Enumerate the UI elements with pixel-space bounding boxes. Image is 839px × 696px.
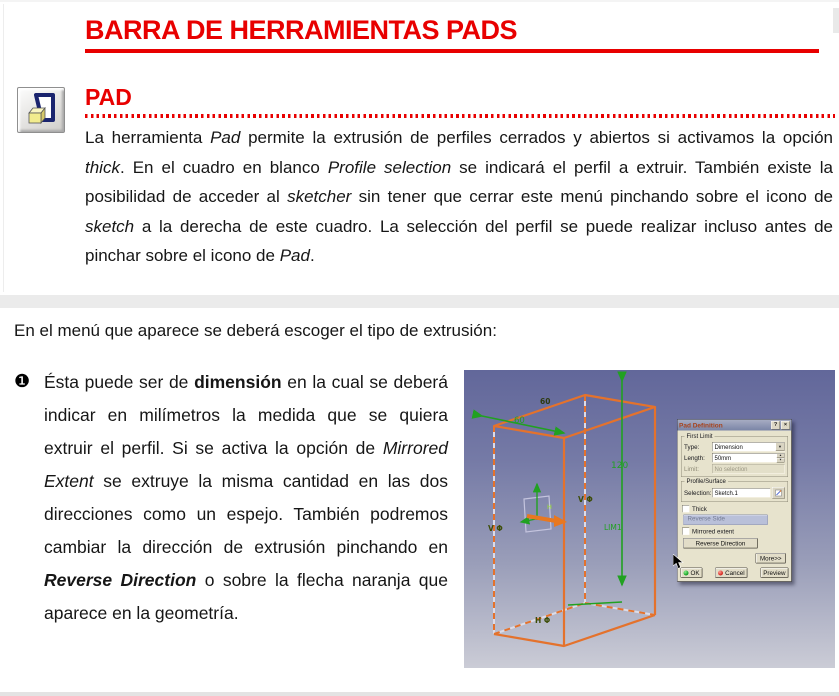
mouse-cursor-icon bbox=[673, 554, 686, 570]
length-label: Length: bbox=[684, 454, 705, 462]
preview-button[interactable]: Preview bbox=[760, 568, 788, 579]
sketch-icon bbox=[775, 489, 783, 497]
type-select[interactable]: Dimension ▼ bbox=[712, 442, 785, 452]
chevron-down-icon[interactable]: ▼ bbox=[776, 443, 785, 452]
pad-icon-glyph bbox=[21, 91, 61, 129]
page-top-edge bbox=[0, 0, 839, 2]
page-title: BARRA DE HERRAMIENTAS PADS bbox=[85, 15, 518, 45]
help-icon[interactable]: ? bbox=[771, 421, 780, 430]
page-left-edge bbox=[3, 4, 4, 292]
pad-description-paragraph: La herramienta Pad permite la extrusión de perfiles cerrados y abiertos si activamos la opción thick. En el cuadro en blanco Profile selection se indicará el perfil a extruir. También existe la posibilidad de acceder al sketcher sin tener que cerrar este menú pinchando sobre el icono de sketch a la derecha de este cuadro. La selección del perfil se puede realizar incluso antes de pinchar sobre el icono de Pad. bbox=[85, 128, 833, 265]
plane-symbol-v-left: V Φ bbox=[488, 524, 503, 533]
reverse-side-button: Reverse Side bbox=[683, 515, 768, 526]
mirrored-extent-label: Mirrored extent bbox=[692, 527, 735, 535]
selection-label: Selection: bbox=[684, 489, 712, 497]
limit-label: Limit: bbox=[684, 465, 699, 473]
plane-symbol-h-bottom: H Φ bbox=[535, 616, 551, 625]
limit-field: No selection bbox=[712, 464, 785, 474]
ok-green-icon bbox=[684, 570, 689, 575]
sketch-h-axis-icon bbox=[521, 519, 536, 522]
pad-tool-icon[interactable] bbox=[17, 87, 65, 133]
extrusion-intro-text: En el menú que aparece se deberá escoger el tipo de extrusión: bbox=[14, 321, 497, 340]
plane-symbol-v-mid: V Φ bbox=[578, 495, 593, 504]
page-bottom-rule bbox=[0, 692, 839, 696]
profile-surface-legend: Profile/Surface bbox=[686, 477, 726, 485]
more-button[interactable]: More>> bbox=[755, 553, 786, 564]
title-underline bbox=[85, 49, 819, 53]
dimension-extrusion-paragraph: Ésta puede ser de dimensión en la cual se deberá indicar en milímetros la medida que se quiera extruir el perfil. Si se activa la opción de Mirrored Extent se extruye la misma cantidad en las dos direcciones como un espejo. También podremos cambiar la dirección de extrusión pinchando en Reverse Direction o sobre la flecha naranja que aparece en la geometría. bbox=[44, 372, 449, 623]
mirrored-extent-checkbox-row[interactable] bbox=[682, 528, 787, 536]
thick-checkbox[interactable] bbox=[682, 505, 690, 513]
dialog-title: Pad Definition bbox=[679, 421, 723, 429]
dotted-underline bbox=[85, 114, 835, 118]
close-icon[interactable]: × bbox=[781, 421, 790, 430]
first-limit-group bbox=[681, 432, 788, 477]
cancel-button[interactable]: Cancel bbox=[715, 568, 747, 579]
reverse-direction-button[interactable]: Reverse Direction bbox=[683, 538, 758, 549]
section-divider bbox=[0, 295, 839, 308]
type-label: Type: bbox=[684, 443, 700, 451]
catia-screenshot bbox=[464, 370, 835, 668]
bullet-number-one: ❶ bbox=[14, 371, 31, 391]
length-input[interactable]: 50mm ▲ ▼ bbox=[712, 453, 785, 463]
height-dimension-value: 120 bbox=[611, 461, 629, 471]
width-dimension-text: 60 bbox=[540, 397, 551, 406]
limit-tag: LIM1 bbox=[604, 523, 622, 532]
section-heading-pad: PAD bbox=[85, 84, 132, 110]
dialog-titlebar[interactable] bbox=[678, 420, 792, 431]
pad-definition-dialog bbox=[677, 419, 792, 582]
profile-surface-group bbox=[681, 477, 788, 502]
sketch-axis-label: H bbox=[547, 503, 552, 511]
thick-checkbox-row[interactable] bbox=[682, 505, 787, 513]
mirrored-extent-checkbox[interactable] bbox=[682, 528, 690, 536]
thick-label: Thick bbox=[692, 505, 707, 513]
open-sketcher-button[interactable] bbox=[772, 487, 785, 499]
selection-field[interactable]: Sketch.1 bbox=[712, 488, 771, 498]
ok-button[interactable]: OK bbox=[681, 568, 703, 579]
first-limit-legend: First Limit bbox=[686, 432, 713, 440]
width-dimension-value: 60 bbox=[514, 416, 525, 426]
spinner-icon[interactable]: ▲ ▼ bbox=[777, 454, 785, 463]
cancel-red-icon bbox=[718, 570, 723, 575]
pad-wireframe-box bbox=[494, 395, 655, 646]
window-corner-chip bbox=[833, 8, 839, 33]
